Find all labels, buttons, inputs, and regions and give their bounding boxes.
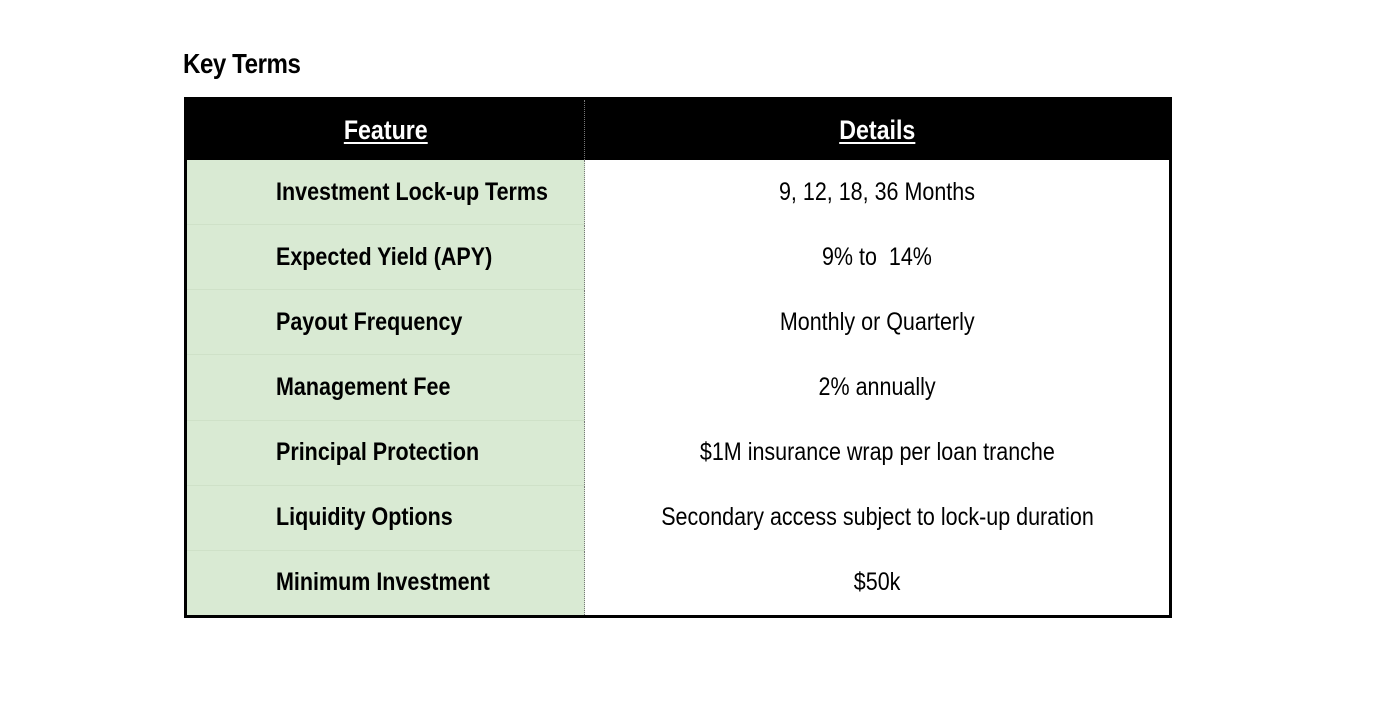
- detail-value: 2% annually: [818, 372, 936, 401]
- column-header-feature-label: Feature: [343, 114, 428, 145]
- detail-cell: [585, 420, 1171, 485]
- feature-cell: [186, 485, 585, 550]
- feature-cell: [186, 420, 585, 485]
- feature-cell: [186, 225, 585, 290]
- detail-cell: [585, 550, 1171, 616]
- detail-value: Secondary access subject to lock-up duration: [660, 503, 1094, 532]
- column-header-details: [585, 99, 1171, 161]
- table-header-row: [186, 99, 1171, 161]
- feature-label: Investment Lock-up Terms: [276, 177, 549, 206]
- detail-cell: [585, 290, 1171, 355]
- feature-label: Liquidity Options: [276, 503, 453, 532]
- key-terms-table: [184, 97, 1172, 618]
- detail-value: $1M insurance wrap per loan tranche: [699, 438, 1055, 467]
- feature-label: Management Fee: [276, 372, 451, 401]
- table-row: [186, 485, 1171, 550]
- column-header-feature: [186, 99, 585, 161]
- feature-label: Minimum Investment: [276, 568, 490, 597]
- feature-cell: [186, 355, 585, 420]
- table-row: [186, 290, 1171, 355]
- feature-cell: [186, 550, 585, 616]
- column-header-details-label: Details: [839, 114, 916, 145]
- table-row: [186, 355, 1171, 420]
- feature-cell: [186, 290, 585, 355]
- detail-cell: [585, 225, 1171, 290]
- detail-cell: [585, 485, 1171, 550]
- table-row: [186, 420, 1171, 485]
- table-row: [186, 160, 1171, 225]
- detail-cell: [585, 355, 1171, 420]
- detail-cell: [585, 160, 1171, 225]
- feature-cell: [186, 160, 585, 225]
- detail-value: Monthly or Quarterly: [779, 307, 975, 336]
- detail-value: 9, 12, 18, 36 Months: [779, 177, 976, 206]
- detail-value: 9% to 14%: [822, 242, 933, 271]
- feature-label: Payout Frequency: [276, 307, 463, 336]
- detail-value: $50k: [853, 568, 901, 597]
- table-row: [186, 225, 1171, 290]
- section-title: Key Terms: [183, 48, 301, 79]
- feature-label: Expected Yield (APY): [276, 242, 493, 271]
- table-row: [186, 550, 1171, 616]
- feature-label: Principal Protection: [276, 438, 480, 467]
